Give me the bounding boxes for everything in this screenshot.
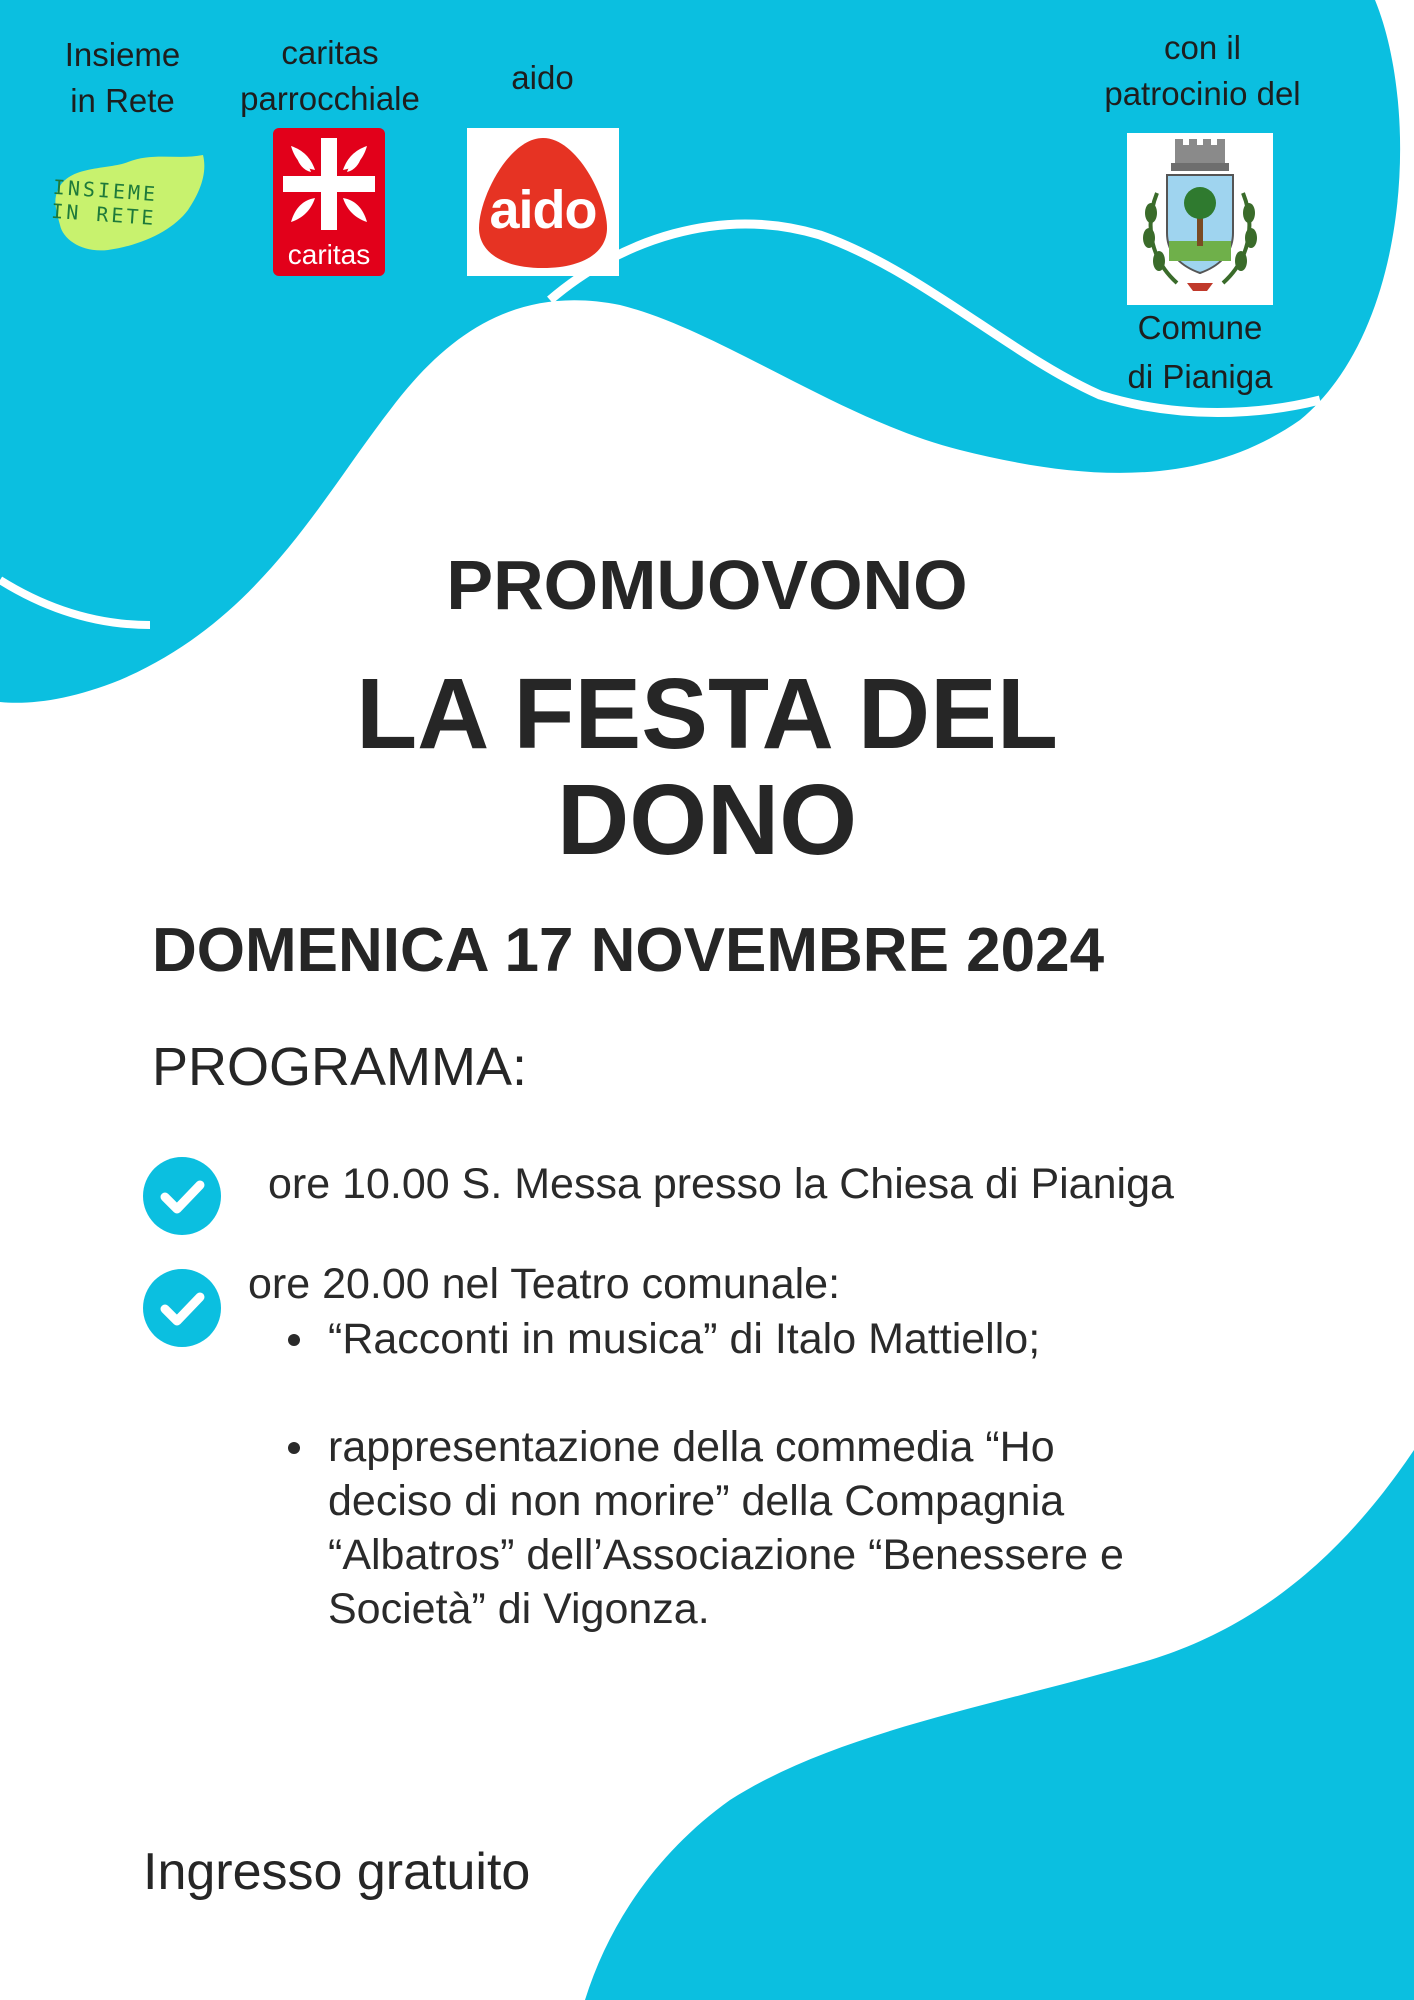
- sub-item-racconti: “Racconti in musica” di Italo Mattiello;: [328, 1315, 1041, 1363]
- insieme-in-rete-logo: [48, 150, 208, 260]
- event-title-line1: LA FESTA DEL: [356, 658, 1058, 770]
- program-item-mass: ore 10.00 S. Messa presso la Chiesa di Pianiga: [268, 1160, 1174, 1208]
- caritas-cross-icon: [273, 128, 385, 240]
- caritas-logo-label: caritas parrocchiale: [240, 34, 420, 117]
- aido-logo: [467, 128, 619, 276]
- event-date: DOMENICA 17 NOVEMBRE 2024: [152, 916, 1105, 985]
- programma-label: PROGRAMMA:: [152, 1037, 528, 1097]
- coat-of-arms-icon: [1127, 133, 1273, 305]
- bullet-dot: [288, 1334, 300, 1346]
- bullet-dot: [288, 1442, 300, 1454]
- event-title-line2: DONO: [557, 764, 857, 876]
- comune-coat-of-arms: [1127, 133, 1273, 305]
- check-icon: [143, 1157, 221, 1235]
- program-item-theatre: ore 20.00 nel Teatro comunale:: [248, 1260, 841, 1308]
- check-icon: [143, 1269, 221, 1347]
- insieme-logo-label: Insieme in Rete: [64, 36, 181, 119]
- free-entry-note: Ingresso gratuito: [143, 1843, 531, 1901]
- aido-logo-text: aido: [489, 180, 597, 240]
- promo-heading: PROMUOVONO: [446, 546, 968, 624]
- insieme-logo-text: INSIEME IN RETE: [50, 174, 159, 231]
- aido-logo-label: aido: [511, 59, 574, 96]
- caritas-logo-text: caritas: [287, 239, 371, 270]
- caritas-logo: [273, 128, 385, 276]
- comune-caption: Comune di Pianiga: [1127, 309, 1273, 395]
- sub-item-commedia: rappresentazione della commedia “Ho deciso di non morire” della Compagnia “Albatros” dell’Associazione “Benessere e Società” di Vigonza.: [328, 1423, 1124, 1633]
- patrocinio-label: con il patrocinio del: [1104, 29, 1301, 112]
